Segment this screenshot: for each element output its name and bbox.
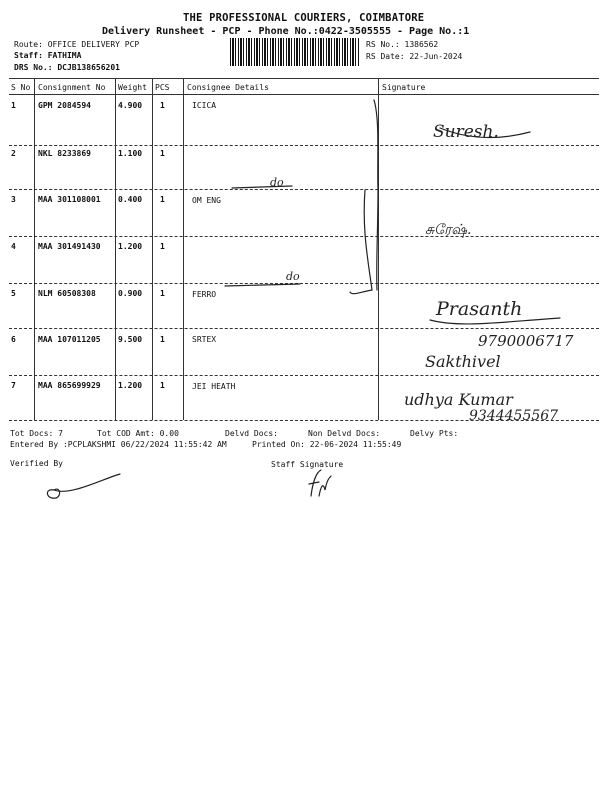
row-consignment: MAA 301491430 [38,242,101,251]
printed-on: Printed On: 22-06-2024 11:55:49 [252,440,402,449]
header-sno: S No [11,83,31,92]
row-weight: 9.500 [118,335,143,344]
row-sno: 5 [11,289,16,298]
row-consignment: NKL 8233869 [38,149,91,158]
row-sno: 7 [11,381,16,390]
rs-number: RS No.: 1386562 [366,40,439,49]
rs-date: RS Date: 22-Jun-2024 [366,52,463,61]
row-consignment: GPM 2084594 [38,101,91,110]
handwritten-signature: சுரேஷ். [425,222,472,238]
header-consignment: Consignment No [38,83,106,92]
header-consignee: Consignee Details [187,83,269,92]
ditto-mark: do [270,176,284,189]
row-consignee: ICICA [192,101,217,110]
row-pcs: 1 [160,242,165,251]
verifier-signature-icon [40,470,140,510]
delivered-docs: Delvd Docs: [225,429,278,438]
route-label: Route: OFFICE DELIVERY PCP [14,40,140,49]
total-cod-amount: Tot COD Amt: 0.00 [97,429,179,438]
handwritten-signature: Prasanth [436,298,523,320]
drs-number: DRS No.: DCJB138656201 [14,63,120,72]
row-consignee: FERRO [192,290,217,299]
row-sno: 4 [11,242,16,251]
row-consignee: OM ENG [192,196,221,205]
handwritten-signature: Suresh. [433,122,499,142]
header-pcs: PCS [155,83,170,92]
row-weight: 4.900 [118,101,143,110]
row-pcs: 1 [160,149,165,158]
non-delivered-docs: Non Delvd Docs: [308,429,381,438]
delivery-points: Delvy Pts: [410,429,459,438]
row-weight: 1.100 [118,149,143,158]
row-consignment: NLM 60508308 [38,289,96,298]
staff-signature-label: Staff Signature [271,460,344,469]
staff-signature-icon [305,466,335,506]
handwritten-signature: Sakthivel [425,352,501,371]
staff-label: Staff: FATHIMA [14,51,82,60]
row-sno: 2 [11,149,16,158]
row-pcs: 1 [160,195,165,204]
runsheet-subtitle: Delivery Runsheet - PCP - Phone No.:0422-3505555 - Page No.:1 [102,26,470,37]
row-weight: 0.400 [118,195,143,204]
ditto-mark: do [286,270,300,283]
row-pcs: 1 [160,289,165,298]
row-pcs: 1 [160,381,165,390]
row-pcs: 1 [160,335,165,344]
row-sno: 6 [11,335,16,344]
handwritten-phone: 9790006717 [478,332,574,350]
row-sno: 1 [11,101,16,110]
total-docs: Tot Docs: 7 [10,429,63,438]
row-consignment: MAA 865699929 [38,381,101,390]
entered-by: Entered By :PCPLAKSHMI 06/22/2024 11:55:42 AM [10,440,227,449]
row-consignee: JEI HEATH [192,382,236,391]
row-weight: 1.200 [118,381,143,390]
row-weight: 0.900 [118,289,143,298]
row-consignment: MAA 107011205 [38,335,101,344]
row-sno: 3 [11,195,16,204]
verified-by-label: Verified By [10,459,63,468]
row-consignment: MAA 301108001 [38,195,101,204]
header-signature: Signature [382,83,426,92]
company-title: THE PROFESSIONAL COURIERS, COIMBATORE [183,12,425,24]
handwritten-phone: 9344455567 [469,408,559,424]
row-weight: 1.200 [118,242,143,251]
handwritten-signature: udhya Kumar [404,390,513,409]
header-weight: Weight [118,83,147,92]
row-pcs: 1 [160,101,165,110]
row-consignee: SRTEX [192,335,217,344]
